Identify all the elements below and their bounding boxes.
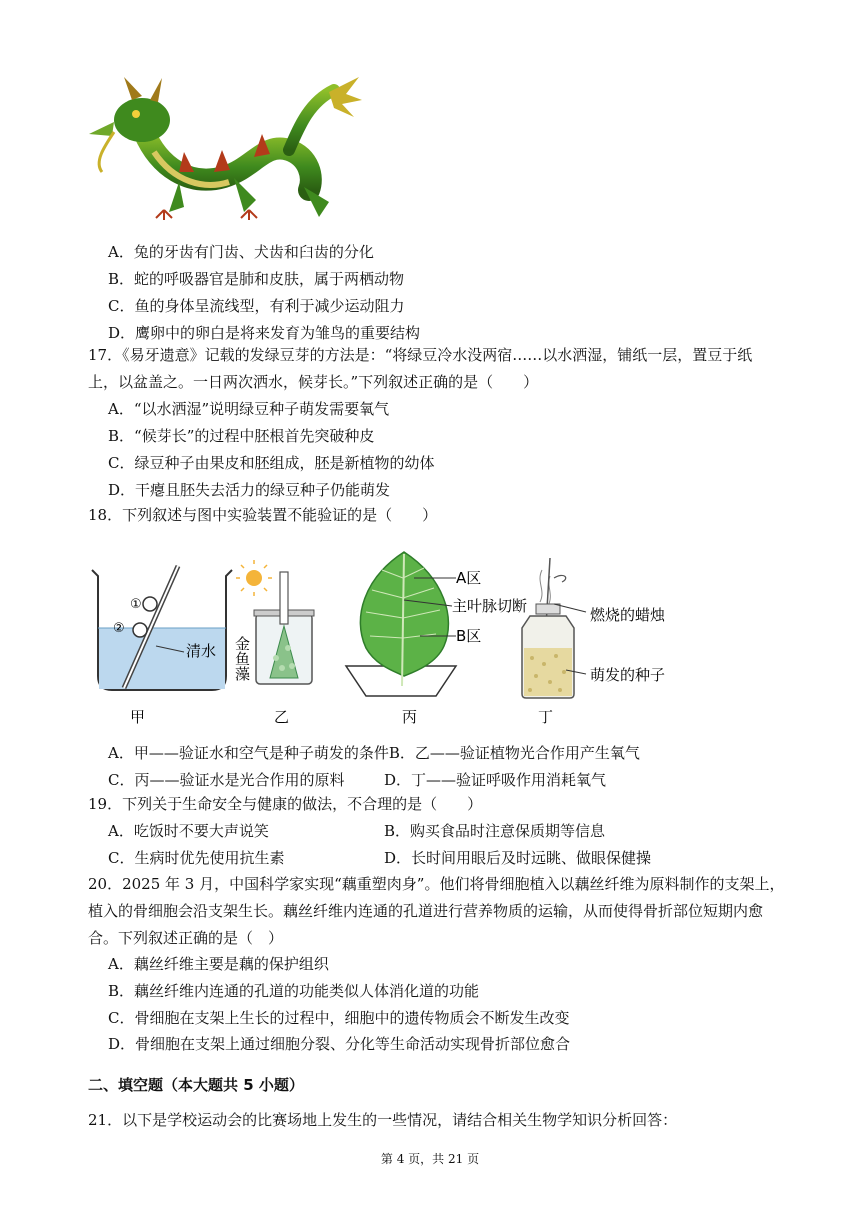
q17-option-c: C．绿豆种子由果皮和胚组成，胚是新植物的幼体 [108, 454, 435, 472]
q20-stem-line3: 合。下列叙述正确的是（ ） [88, 929, 284, 947]
caption-jia: 甲 [130, 708, 146, 726]
q17-option-b: B．“候芽长”的过程中胚根首先突破种皮 [108, 427, 375, 445]
q19-option-a: A．吃饭时不要大声说笑 [108, 822, 269, 840]
label-water: 清水 [186, 642, 217, 660]
apparatus-yi [233, 560, 314, 726]
q18-option-d: D．丁——验证呼吸作用消耗氧气 [384, 771, 607, 789]
q20-option-a: A．藕丝纤维主要是藕的保护组织 [108, 955, 329, 973]
q20-stem-line1: 20．2025 年 3 月，中国科学家实现“藕重塑肉身”。他们将骨细胞植入以藕丝纤维为原料制作的支架上， [88, 875, 785, 893]
label-hornwort: 金鱼藻 [233, 636, 251, 681]
q16-option-d: D．鹰卵中的卵白是将来发育为雏鸟的重要结构 [108, 324, 421, 342]
q21-stem: 21．以下是学校运动会的比赛场地上发生的一些情况，请结合相关生物学知识分析回答： [88, 1111, 678, 1129]
q19-option-c: C．生病时优先使用抗生素 [108, 849, 285, 867]
label-vein-cut: 主叶脉切断 [452, 597, 528, 615]
q17-stem-line1: 17．《易牙遗意》记载的发绿豆芽的方法是：“将绿豆冷水没两宿……以水洒湿，铺纸一层，置豆于纸 [88, 346, 753, 364]
q17-stem-line2: 上，以盆盖之。一日两次洒水，候芽长。”下列叙述正确的是（ ） [88, 373, 539, 391]
beaker-jia [92, 566, 232, 726]
bottle-ding [522, 558, 666, 726]
label-zone-b: B区 [456, 627, 482, 645]
q20-stem-line2: 植入的骨细胞会沿支架生长。藕丝纤维内连通的孔道进行营养物质的运输，从而使得骨折部位短期内愈 [88, 902, 764, 920]
q19-option-b: B．购买食品时注意保质期等信息 [384, 822, 606, 840]
label-zone-a: A区 [456, 569, 482, 587]
q17-option-a: A．“以水洒湿”说明绿豆种子萌发需要氧气 [108, 400, 390, 418]
section-heading: 二、填空题（本大题共 5 小题） [88, 1076, 304, 1094]
q18-stem: 18．下列叙述与图中实验装置不能验证的是（ ） [88, 506, 438, 524]
label-burning-candle: 燃烧的蜡烛 [590, 606, 666, 624]
q16-option-b: B．蛇的呼吸器官是肺和皮肤，属于两栖动物 [108, 270, 405, 288]
q20-option-b: B．藕丝纤维内连通的孔道的功能类似人体消化道的功能 [108, 982, 480, 1000]
q18-options-ab: A．甲——验证水和空气是种子萌发的条件B．乙——验证植物光合作用产生氧气 [108, 744, 640, 762]
marker-1: ① [130, 597, 142, 612]
marker-2: ② [113, 621, 125, 636]
label-germinating-seeds: 萌发的种子 [590, 666, 666, 684]
caption-ding: 丁 [538, 708, 554, 726]
caption-yi: 乙 [274, 708, 290, 726]
q19-option-d: D．长时间用眼后及时远眺、做眼保健操 [384, 849, 652, 867]
q16-option-a: A．兔的牙齿有门齿、犬齿和臼齿的分化 [108, 243, 374, 261]
caption-bing: 丙 [402, 708, 418, 726]
dragon-illustration [84, 72, 364, 232]
q18-experiment-figure [84, 548, 704, 730]
page-footer: 第 4 页，共 21 页 [380, 1152, 480, 1166]
q20-option-c: C．骨细胞在支架上生长的过程中，细胞中的遗传物质会不断发生改变 [108, 1009, 570, 1027]
q17-option-d: D．干瘪且胚失去活力的绿豆种子仍能萌发 [108, 481, 391, 499]
q18-option-c: C．丙——验证水是光合作用的原料 [108, 771, 345, 789]
leaf-bing [346, 552, 527, 726]
q20-option-d: D．骨细胞在支架上通过细胞分裂、分化等生命活动实现骨折部位愈合 [108, 1035, 571, 1053]
q19-stem: 19．下列关于生命安全与健康的做法，不合理的是（ ） [88, 795, 483, 813]
q16-option-c: C．鱼的身体呈流线型，有利于减少运动阻力 [108, 297, 405, 315]
